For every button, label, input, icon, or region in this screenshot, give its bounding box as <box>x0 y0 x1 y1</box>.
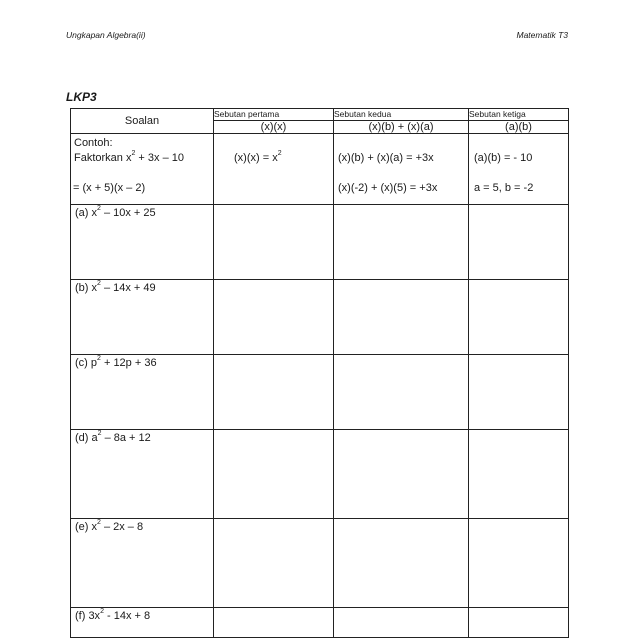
answer-cell-pertama[interactable] <box>214 355 334 430</box>
question-row <box>71 608 569 638</box>
header-row <box>71 109 569 121</box>
answer-cell-kedua[interactable] <box>334 280 469 355</box>
example-row <box>71 134 569 205</box>
worksheet-title: LKP3 <box>66 90 97 104</box>
answer-cell-ketiga[interactable] <box>469 430 569 519</box>
answer-cell-kedua[interactable] <box>334 430 469 519</box>
answer-cell-kedua[interactable] <box>334 608 469 638</box>
formula-ketiga: (a)(b) <box>469 121 569 134</box>
question-cell: (b) $x^2 - 14x + 49$ <box>71 280 214 355</box>
question-row <box>71 205 569 280</box>
answer-cell-kedua[interactable] <box>334 205 469 280</box>
answer-cell-pertama[interactable] <box>214 519 334 608</box>
question-row <box>71 430 569 519</box>
answer-cell-ketiga[interactable] <box>469 519 569 608</box>
example-kedua-line2: (x)(-2) + (x)(5) = +3x <box>338 182 438 194</box>
running-header-left: Ungkapan Algebra(ii) <box>66 30 146 40</box>
example-pertama: $(x)(x) = x^2$ <box>234 150 282 164</box>
question-cell: (e) $x^2 - 2x - 8$ <box>71 519 214 608</box>
answer-cell-pertama[interactable] <box>214 430 334 519</box>
answer-cell-ketiga[interactable] <box>469 280 569 355</box>
question-row <box>71 519 569 608</box>
question-row <box>71 355 569 430</box>
example-kedua-cell <box>334 134 469 205</box>
formula-pertama: (x)(x) <box>214 121 334 134</box>
answer-cell-kedua[interactable] <box>334 519 469 608</box>
question-cell: (f) $3x^2 - 14x + 8$ <box>71 608 214 638</box>
question-row <box>71 280 569 355</box>
example-task: Faktorkan $x^2 + 3x - 10$ <box>74 150 184 164</box>
worksheet-table <box>70 108 569 638</box>
answer-cell-ketiga[interactable] <box>469 355 569 430</box>
example-ketiga-line2: a = 5, b = -2 <box>474 182 534 194</box>
column-header-ketiga: Sebutan ketiga <box>469 109 569 121</box>
answer-cell-pertama[interactable] <box>214 205 334 280</box>
question-cell: (c) $p^2 + 12p + 36$ <box>71 355 214 430</box>
formula-kedua: (x)(b) + (x)(a) <box>334 121 469 134</box>
answer-cell-kedua[interactable] <box>334 355 469 430</box>
column-header-kedua: Sebutan kedua <box>334 109 469 121</box>
question-cell: (a) $x^2 - 10x + 25$ <box>71 205 214 280</box>
answer-cell-ketiga[interactable] <box>469 205 569 280</box>
example-question-cell <box>71 134 214 205</box>
answer-cell-pertama[interactable] <box>214 280 334 355</box>
running-header-right: Matematik T3 <box>516 30 568 40</box>
example-factored: = (x + 5)(x – 2) <box>73 182 146 194</box>
answer-cell-ketiga[interactable] <box>469 608 569 638</box>
example-kedua-line1: (x)(b) + (x)(a) = +3x <box>338 152 434 164</box>
question-cell: (d) $a^2 - 8a + 12$ <box>71 430 214 519</box>
example-ketiga-cell <box>469 134 569 205</box>
example-label: Contoh: <box>74 137 113 149</box>
example-pertama-cell <box>214 134 334 205</box>
example-ketiga-line1: (a)(b) = - 10 <box>474 152 533 164</box>
column-header-pertama: Sebutan pertama <box>214 109 334 121</box>
column-header-soalan: Soalan <box>71 109 214 134</box>
answer-cell-pertama[interactable] <box>214 608 334 638</box>
